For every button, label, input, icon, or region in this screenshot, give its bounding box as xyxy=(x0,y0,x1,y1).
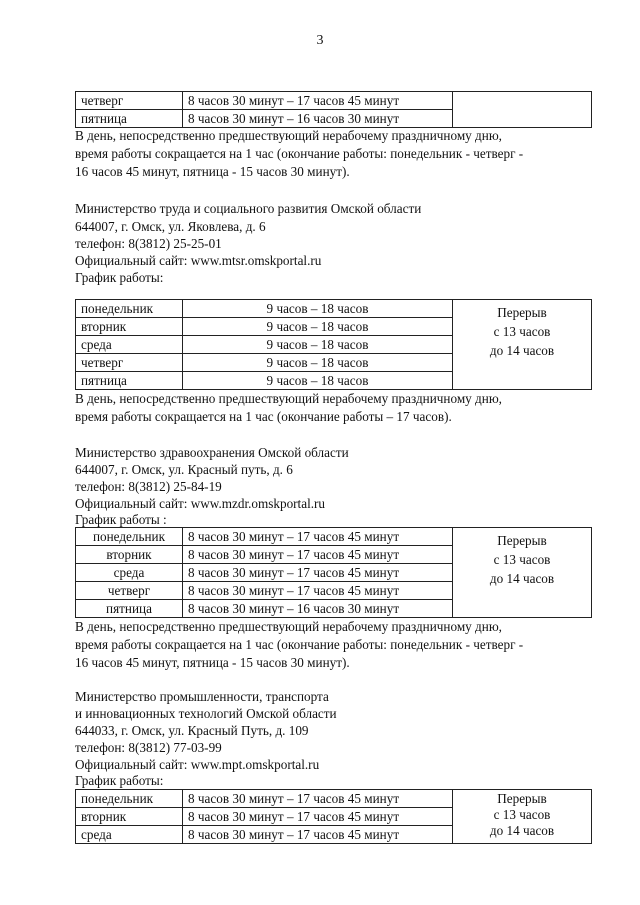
time-cell: 9 часов – 18 часов xyxy=(183,318,453,336)
time-cell: 8 часов 30 минут – 17 часов 45 минут xyxy=(183,546,453,564)
time-cell: 8 часов 30 минут – 16 часов 30 минут xyxy=(183,600,453,618)
schedule-table-continued xyxy=(75,91,592,128)
schedule-label: График работы: xyxy=(75,270,164,285)
day-cell: четверг xyxy=(76,582,183,600)
break-text: Перерыв xyxy=(497,305,547,320)
break-text: Перерыв xyxy=(497,533,547,548)
day-cell: четверг xyxy=(76,354,183,372)
day-cell: среда xyxy=(76,564,183,582)
break-cell xyxy=(453,300,592,390)
day-cell: вторник xyxy=(76,318,183,336)
ministry-phone: телефон: 8(3812) 25-84-19 xyxy=(75,479,222,494)
ministry-name: и инновационных технологий Омской области xyxy=(75,706,337,721)
note-line: В день, непосредственно предшествующий нерабочему праздничному дню, xyxy=(75,391,502,406)
note-line: В день, непосредственно предшествующий нерабочему праздничному дню, xyxy=(75,128,502,143)
break-text: до 14 часов xyxy=(489,343,555,358)
ministry-name: Министерство промышленности, транспорта xyxy=(75,689,329,704)
note-line: В день, непосредственно предшествующий нерабочему праздничному дню, xyxy=(75,619,502,634)
day-cell: пятница xyxy=(76,110,183,128)
day-cell: четверг xyxy=(76,92,183,110)
time-cell: 8 часов 30 минут – 17 часов 45 минут xyxy=(183,582,453,600)
note-line: время работы сокращается на 1 час (окончание работы: понедельник - четверг - xyxy=(75,637,524,652)
time-cell: 9 часов – 18 часов xyxy=(183,372,453,390)
day-cell: вторник xyxy=(76,808,183,826)
break-text: до 14 часов xyxy=(489,823,555,838)
break-text: с 13 часов xyxy=(493,552,551,567)
day-cell: среда xyxy=(76,826,183,844)
break-text: до 14 часов xyxy=(489,571,555,586)
break-text: с 13 часов xyxy=(493,324,551,339)
table-row xyxy=(76,790,592,808)
note-line: время работы сокращается на 1 час (окончание работы: понедельник - четверг - xyxy=(75,146,524,161)
time-cell: 8 часов 30 минут – 17 часов 45 минут xyxy=(183,92,453,110)
break-cell xyxy=(453,790,592,844)
break-text: Перерыв xyxy=(497,791,547,806)
table-row xyxy=(76,92,592,110)
schedule-table-industry xyxy=(75,789,592,844)
time-cell: 9 часов – 18 часов xyxy=(183,354,453,372)
day-cell: понедельник xyxy=(76,300,183,318)
break-cell xyxy=(453,528,592,618)
table-row xyxy=(76,300,592,318)
time-cell: 9 часов – 18 часов xyxy=(183,336,453,354)
ministry-name: Министерство здравоохранения Омской области xyxy=(75,445,349,460)
ministry-name: Министерство труда и социального развития Омской области xyxy=(75,201,422,216)
day-cell: среда xyxy=(76,336,183,354)
table-row xyxy=(76,528,592,546)
ministry-address: 644033, г. Омск, ул. Красный Путь, д. 109 xyxy=(75,723,309,738)
schedule-label: График работы : xyxy=(75,512,167,527)
ministry-site: Официальный сайт: www.mzdr.omskportal.ru xyxy=(75,496,326,511)
time-cell: 8 часов 30 минут – 17 часов 45 минут xyxy=(183,808,453,826)
ministry-site: Официальный сайт: www.mpt.omskportal.ru xyxy=(75,757,320,772)
page-number: 3 xyxy=(316,33,324,48)
time-cell: 8 часов 30 минут – 16 часов 30 минут xyxy=(183,110,453,128)
break-text: с 13 часов xyxy=(493,807,551,822)
day-cell: понедельник xyxy=(76,790,183,808)
schedule-table-health xyxy=(75,527,592,618)
day-cell: пятница xyxy=(76,600,183,618)
time-cell: 8 часов 30 минут – 17 часов 45 минут xyxy=(183,528,453,546)
day-cell: пятница xyxy=(76,372,183,390)
time-cell: 8 часов 30 минут – 17 часов 45 минут xyxy=(183,826,453,844)
schedule-label: График работы: xyxy=(75,773,164,788)
note-line: время работы сокращается на 1 час (окончание работы – 17 часов). xyxy=(75,409,452,424)
note-line: 16 часов 45 минут, пятница - 15 часов 30 минут). xyxy=(75,655,350,670)
note-line: 16 часов 45 минут, пятница - 15 часов 30 минут). xyxy=(75,164,350,179)
ministry-site: Официальный сайт: www.mtsr.omskportal.ru xyxy=(75,253,322,268)
day-cell: понедельник xyxy=(76,528,183,546)
time-cell: 8 часов 30 минут – 17 часов 45 минут xyxy=(183,564,453,582)
schedule-table-labor xyxy=(75,299,592,390)
time-cell: 8 часов 30 минут – 17 часов 45 минут xyxy=(183,790,453,808)
time-cell: 9 часов – 18 часов xyxy=(183,300,453,318)
ministry-phone: телефон: 8(3812) 25-25-01 xyxy=(75,236,222,251)
ministry-address: 644007, г. Омск, ул. Красный путь, д. 6 xyxy=(75,462,293,477)
day-cell: вторник xyxy=(76,546,183,564)
ministry-phone: телефон: 8(3812) 77-03-99 xyxy=(75,740,222,755)
empty-cell xyxy=(453,92,592,128)
ministry-address: 644007, г. Омск, ул. Яковлева, д. 6 xyxy=(75,219,266,234)
